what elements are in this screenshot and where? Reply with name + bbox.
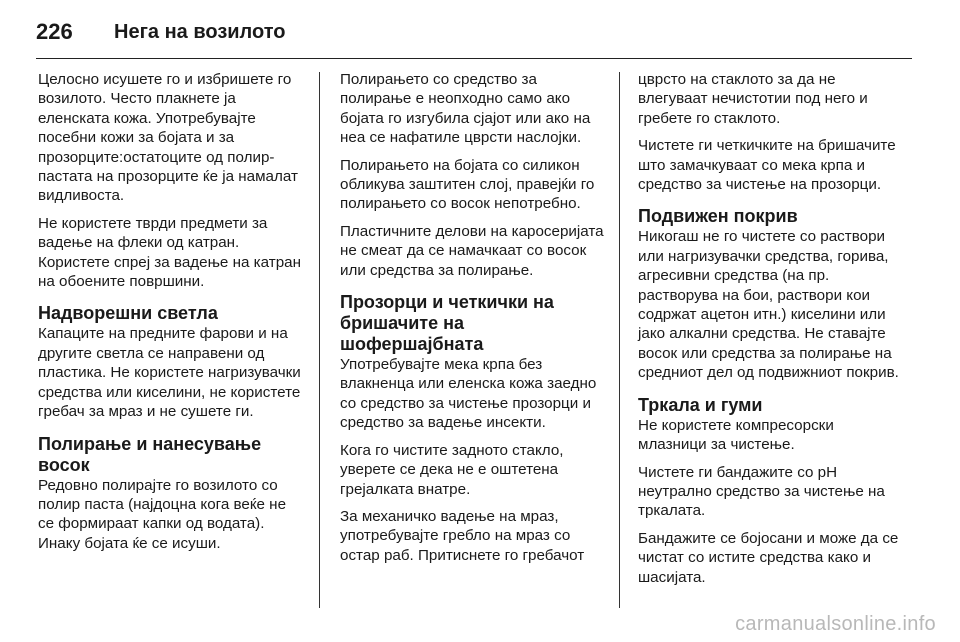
section-heading-wheels: Тркала и гуми [638,394,763,415]
paragraph: Чистете ги бандажите со pH неутрално средство за чистење на тркалата. [638,463,885,520]
paragraph: Полирањето на бојата со силикон обликува заштитен слој, правејќи го полирањето со восок непотребно. [340,156,595,213]
paragraph: Целосно исушете го и избришете го возилото. Често плакнете ја еленската кожа. Употребувајте посебни кожи за бојата и за прозорците:остатоците од полир-пастата на прозорците ќе ја намалат видливоста. [38,71,298,205]
page-number: 226 [36,19,73,44]
section-heading-polishing: Полирање и нанесување восок [38,433,262,475]
section-heading-sunroof: Подвижен покрив [638,206,798,227]
paragraph: цврсто на стаклото за да не влегуваат нечистотии под него и гребете го стаклото. [638,71,868,127]
paragraph: За механичко вадење на мраз, употребувајте гребло на мраз со остар раб. Притиснете го гребачот [340,507,585,564]
paragraph: Не користете тврди предмети за вадење на флеки од катран. Користете спреј за вадење на катран на обоените површини. [38,214,301,291]
paragraph: Не користете компресорски млазници за чистење. [638,416,834,454]
header-divider [36,58,912,59]
paragraph: Бандажите се бојосани и може да се чистат со истите средства како и шасијата. [638,529,899,586]
paragraph: Капаците на предните фарови и на другите светла се направени од пластика. Не користете нагризувачки средства или киселини, не користете гребач за мраз и не сушете ги. [38,325,301,421]
watermark: carmanualsonline.info [735,613,936,635]
paragraph: Кога го чистите задното стакло, уверете се дека не е оштетена грејалката внатре. [340,441,564,498]
column-divider [319,72,320,608]
section-heading-windows: Прозорци и четкички на бришачите на шофершајбната [340,292,554,355]
column-1 [38,70,304,561]
page-header [36,14,285,50]
paragraph: Употребувајте мека крпа без влакненца или еленска кожа заедно со средство за чистење прозорци и средство за вадење инсекти. [340,356,597,432]
column-2 [340,70,606,573]
page-title: Нега на возилото [114,20,286,43]
section-heading-exterior-lights: Надворешни светла [38,303,218,324]
paragraph: Никогаш не го чистете со раствори или нагризувачки средства, горива, агресивни средства (на пр. растворува на бои, раствори кои содржат ацетон итн.) киселини или јако алкални средства. Не ставајте восок или средства за полирање на средниот дел од подвижниот покрив. [638,228,899,382]
column-3 [638,70,904,595]
column-divider [619,72,620,608]
paragraph: Полирањето со средство за полирање е неопходно само ако бојата го изгубила сјајот или ако на неа се нафатиле цврсти наслојки. [340,71,591,147]
paragraph: Пластичните делови на каросеријата не смеат да се намачкаат со восок или средства за полирање. [340,222,604,279]
paragraph: Чистете ги четкичките на бришачите што замачкуваат со мека крпа и средство за чистење на прозорци. [638,137,896,194]
paragraph: Редовно полирајте го возилото со полир паста (најдоцна кога веќе не се формираат капки од водата). Инаку бојата ќе се исуши. [38,476,287,552]
